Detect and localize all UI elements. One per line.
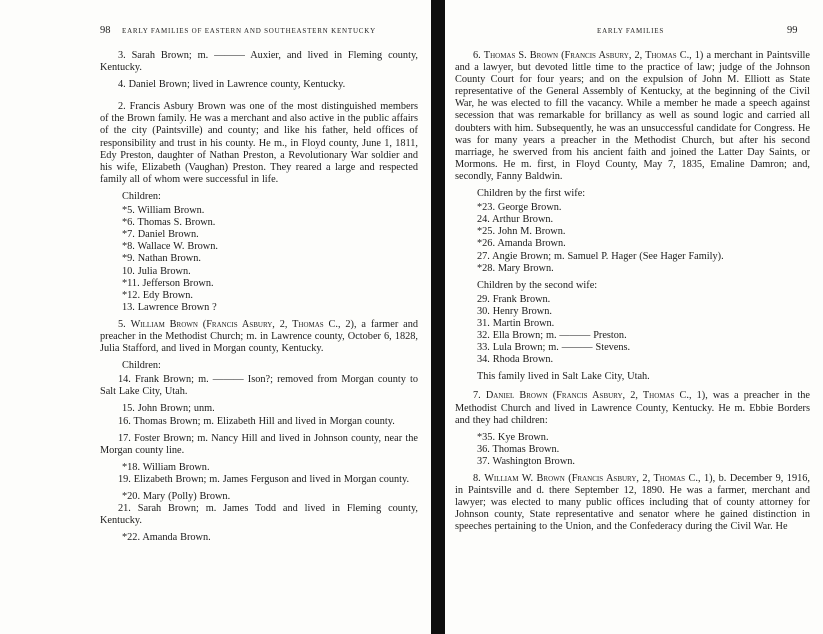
paragraph: 5. William Brown (Francis Asbury, 2, Thomas C., 2), a farmer and preacher in the Methodist Church; m. in Lawrence county, October 6, 1828, Julia Stafford, and lived in Morgan county, Kentucky. — [100, 318, 418, 355]
paragraph: 3. Sarah Brown; m. ——— Auxier, and lived in Fleming county, Kentucky. — [100, 50, 418, 74]
list-item: 34. Rhoda Brown. — [477, 354, 554, 366]
list-item: *25. John M. Brown. — [477, 226, 566, 238]
list-item: *11. Jefferson Brown. — [122, 277, 214, 289]
children-heading: Children: — [122, 190, 161, 202]
list-item: *23. George Brown. — [477, 202, 562, 214]
page-number: 99 — [787, 25, 798, 36]
children-heading: Children by the first wife: — [477, 188, 586, 200]
list-item: *26. Amanda Brown. — [477, 238, 566, 250]
list-item: *9. Nathan Brown. — [122, 253, 201, 265]
paragraph: 16. Thomas Brown; m. Elizabeth Hill and lived in Morgan county. — [118, 415, 395, 427]
paragraph: 2. Francis Asbury Brown was one of the most distinguished members of the Brown family. He was a merchant and also active in the public affairs of the city (Paintsville) and county; and like his father, held offices of responsibility and trust in his county. He m., in Floyd county, June 1, 1811, Edy Preston, daughter of Nathan Preston, a Revolutionary War soldier and his wife, Elizabeth (Vaughan) Preston. They reared a large and respected family all of whom were successful in life. — [100, 101, 418, 185]
children-heading: Children by the second wife: — [477, 279, 598, 291]
list-item: 33. Lula Brown; m. ——— Stevens. — [477, 342, 631, 354]
list-item: *18. William Brown. — [122, 461, 210, 473]
paragraph: 21. Sarah Brown; m. James Todd and lived in Fleming county, Kentucky. — [100, 503, 418, 527]
paragraph: 14. Frank Brown; m. ——— Ison?; removed from Morgan county to Salt Lake City, Utah. — [100, 374, 418, 398]
list-item: 32. Ella Brown; m. ——— Preston. — [477, 330, 627, 342]
list-item: *6. Thomas S. Brown. — [122, 217, 216, 229]
paragraph: 19. Elizabeth Brown; m. James Ferguson and lived in Morgan county. — [118, 473, 410, 485]
list-item: 31. Martin Brown. — [477, 317, 555, 329]
note: This family lived in Salt Lake City, Utah. — [477, 371, 650, 383]
list-item: 29. Frank Brown. — [477, 293, 551, 305]
paragraph: 7. Daniel Brown (Francis Asbury, 2, Thomas C., 1), was a preacher in the Methodist Church and lived in Lawrence County, Kentucky. He m. Ebbie Borders and they had children: — [455, 390, 810, 426]
running-header: EARLY FAMILIES — [597, 27, 665, 35]
list-item: *28. Mary Brown. — [477, 262, 554, 274]
list-item: *20. Mary (Polly) Brown. — [122, 491, 231, 502]
page-number: 98 — [100, 25, 111, 36]
list-item: *35. Kye Brown. — [477, 431, 549, 443]
paragraph: 17. Foster Brown; m. Nancy Hill and lived in Johnson county, near the Morgan county line. — [100, 432, 418, 456]
list-item: 37. Washington Brown. — [477, 455, 575, 467]
list-item: 10. Julia Brown. — [122, 265, 191, 277]
list-item: 36. Thomas Brown. — [477, 443, 560, 455]
list-item: 30. Henry Brown. — [477, 305, 552, 317]
list-item: *12. Edy Brown. — [122, 289, 193, 301]
children-heading: Children: — [122, 360, 161, 372]
list-item: 15. John Brown; unm. — [122, 403, 215, 415]
list-item: *5. William Brown. — [122, 205, 205, 217]
paragraph: 6. Thomas S. Brown (Francis Asbury, 2, Thomas C., 1) a merchant in Paintsville and a lawyer, but devoted little time to the practice of law; judge of the Johnson County Court for four years; and on the expulsion of John M. Elliott as State representative of the General Assembly of Kentucky, at the beginning of the Civil War, he was elected to fill the vacancy. While a member he made a speech against secession that was remarkable for brillancy as well as sound logic and carried all doubters with him. Subsequently, he was an unsuccessful candidate for Congress. He was for many years a preacher in the Methodist Church, but after his second marriage, he swerved from his ancient faith and joined the Latter Day Saints, or Mormons. He m. first, in Floyd County, May 7, 1835, Emaline Damron; and, secondly, Fanny Baldwin. — [455, 50, 810, 182]
list-item: *22. Amanda Brown. — [122, 532, 211, 544]
right-page — [445, 0, 823, 634]
paragraph: 8. William W. Brown (Francis Asbury, 2, Thomas C., 1), b. December 9, 1916, in Paintsville and d. there September 12, 1890. He was a farmer, merchant and lawyer; was elected to many public offices including that of county attorney for Johnson county, State representative and senator where he gained distinction in speeches pertaining to the Union, and the Confederacy during the Civil War. He — [455, 473, 810, 533]
paragraph: 4. Daniel Brown; lived in Lawrence county, Kentucky. — [118, 79, 346, 91]
running-header: EARLY FAMILIES OF EASTERN AND SOUTHEASTERN KENTUCKY — [122, 27, 376, 35]
list-item: 27. Angie Brown; m. Samuel P. Hager (See Hager Family). — [477, 250, 724, 262]
book-gutter — [431, 0, 445, 634]
list-item: *8. Wallace W. Brown. — [122, 241, 218, 253]
left-page-text — [100, 50, 418, 544]
list-item: 13. Lawrence Brown ? — [122, 301, 217, 313]
list-item: *7. Daniel Brown. — [122, 229, 199, 241]
right-page-text — [455, 50, 810, 538]
list-item: 24. Arthur Brown. — [477, 214, 554, 226]
